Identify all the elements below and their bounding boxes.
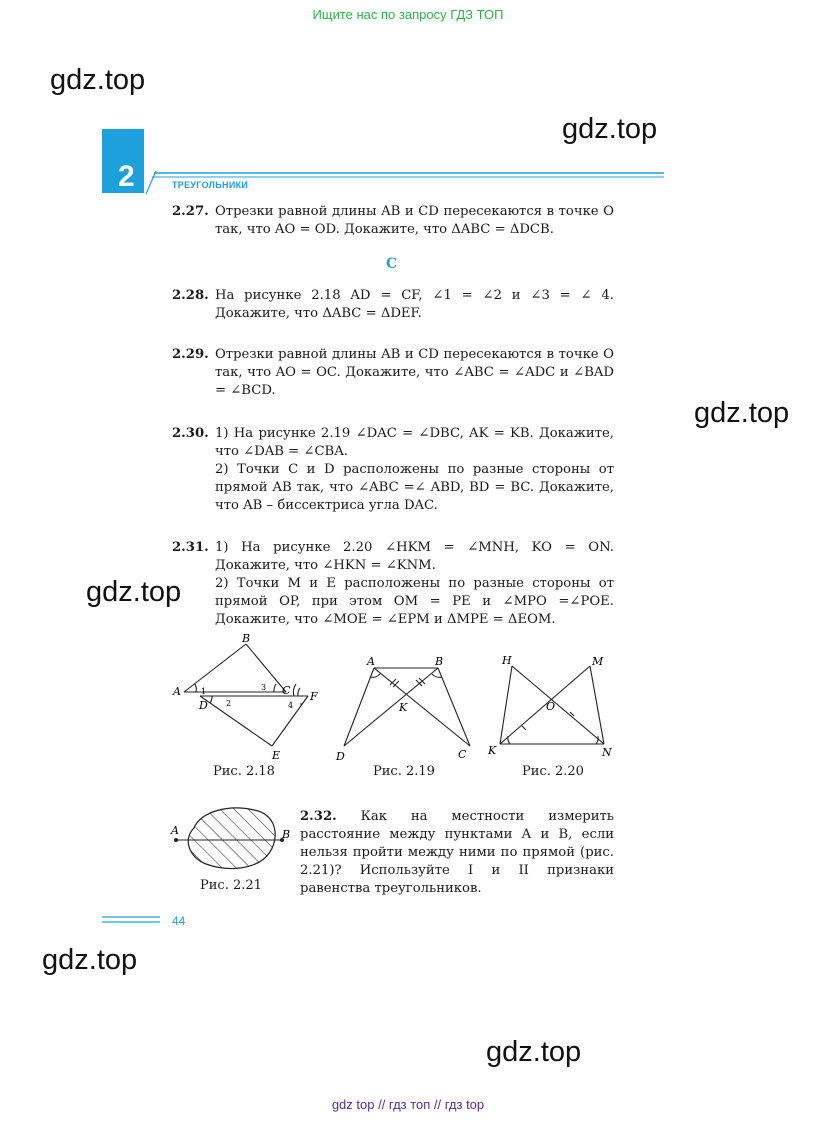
- label-O: O: [546, 700, 556, 713]
- figure-2-19: [334, 652, 474, 764]
- label-A: A: [173, 685, 181, 698]
- label-N: N: [602, 746, 612, 759]
- label-K: K: [488, 744, 497, 757]
- page-number: 44: [172, 914, 186, 928]
- figure-2-18: [168, 632, 328, 762]
- problem-2-29: [172, 346, 614, 400]
- figure-caption: Рис. 2.20: [522, 764, 584, 779]
- problem-2-30: [172, 425, 614, 515]
- label-F: F: [310, 690, 318, 703]
- watermark: gdz.top: [486, 1036, 582, 1068]
- problem-text: Отрезки равной длины AB и CD пересекаются в точке O так, что AO = OD. Докажите, что ΔABC = ΔDCB.: [215, 204, 614, 237]
- chapter-number: 2: [118, 160, 135, 193]
- problem-number: 2.31.: [172, 540, 209, 555]
- label-K: K: [399, 701, 408, 714]
- watermark: gdz.top: [42, 944, 138, 976]
- problem-text: На рисунке 2.18 AD = CF, ∠1 = ∠2 и ∠3 = ∠ 4. Докажите, что ΔABC = ΔDEF.: [215, 288, 614, 321]
- figure-caption: Рис. 2.18: [213, 764, 275, 779]
- obstacle-area: [188, 808, 275, 868]
- problem-number: 2.32.: [300, 809, 337, 824]
- problem-text: Как на местности измерить расстояние между пунктами A и B, если нельзя пройти между ними по прямой (рис. 2.21)? Используйте I и II признаки равенства треугольников.: [300, 809, 614, 896]
- label-B: B: [282, 828, 291, 841]
- label-H: H: [502, 654, 512, 667]
- section-marker: C: [386, 256, 398, 272]
- label-A: A: [171, 824, 179, 837]
- problem-text: Отрезки равной длины AB и CD пересекаются в точке O так, что AO = OC. Докажите, что ∠ABC = ∠ADC и ∠BAD = ∠BCD.: [215, 347, 614, 398]
- figure-caption: Рис. 2.21: [200, 878, 262, 893]
- watermark: gdz.top: [50, 64, 146, 96]
- label-A: A: [367, 655, 375, 668]
- figure-2-20: [486, 650, 616, 762]
- page-rule: [102, 914, 160, 926]
- footer-links[interactable]: gdz top // гдз топ // гдз top: [331, 1097, 485, 1112]
- figure-2-21: [168, 800, 298, 876]
- chapter-title: ТРЕУГОЛЬНИКИ: [172, 180, 249, 190]
- problem-number: 2.29.: [172, 347, 209, 362]
- label-C: C: [282, 684, 291, 697]
- label-B: B: [242, 632, 251, 645]
- top-search-link[interactable]: Ищите нас по запросу ГДЗ ТОП: [312, 7, 504, 22]
- problem-2-31: [172, 539, 614, 629]
- problem-2-32: [300, 808, 614, 898]
- label-E: E: [272, 749, 281, 762]
- problem-text-part-1: 1) На рисунке 2.20 ∠HKM = ∠MNH, KO = ON. Докажите, что ∠HKN = ∠KNM.: [215, 540, 614, 573]
- watermark: gdz.top: [694, 397, 790, 429]
- watermark: gdz.top: [562, 113, 658, 145]
- problem-text-part-2: 2) Точки M и E расположены по разные стороны от прямой OP, при этом OM = PE и ∠MPO =∠POE. Докажите, что ∠MOE = ∠EPM и ΔMPE = ΔEOM.: [215, 576, 614, 627]
- problem-text-part-1: 1) На рисунке 2.19 ∠DAC = ∠DBC, AK = KB. Докажите, что ∠DAB = ∠CBA.: [215, 426, 614, 459]
- problem-text-part-2: 2) Точки C и D расположены по разные стороны от прямой AB так, что ∠ABC =∠ ABD, BD = BC. Докажите, что AB – биссектриса угла DAC.: [215, 462, 614, 513]
- angle-2: 2: [226, 699, 232, 708]
- label-M: M: [592, 655, 604, 668]
- label-C: C: [458, 748, 467, 761]
- problem-2-28: [172, 287, 614, 323]
- label-D: D: [199, 699, 208, 712]
- angle-1: 1: [201, 687, 207, 696]
- problem-number: 2.30.: [172, 426, 209, 441]
- figure-caption: Рис. 2.19: [373, 764, 435, 779]
- point-A: [174, 838, 178, 842]
- problem-number: 2.28.: [172, 288, 209, 303]
- label-D: D: [336, 750, 345, 763]
- angle-4: 4: [288, 701, 294, 710]
- problem-2-27: [172, 203, 614, 239]
- watermark: gdz.top: [86, 576, 182, 608]
- label-B: B: [435, 655, 444, 668]
- angle-3: 3: [261, 683, 267, 692]
- problem-number: 2.27.: [172, 204, 209, 219]
